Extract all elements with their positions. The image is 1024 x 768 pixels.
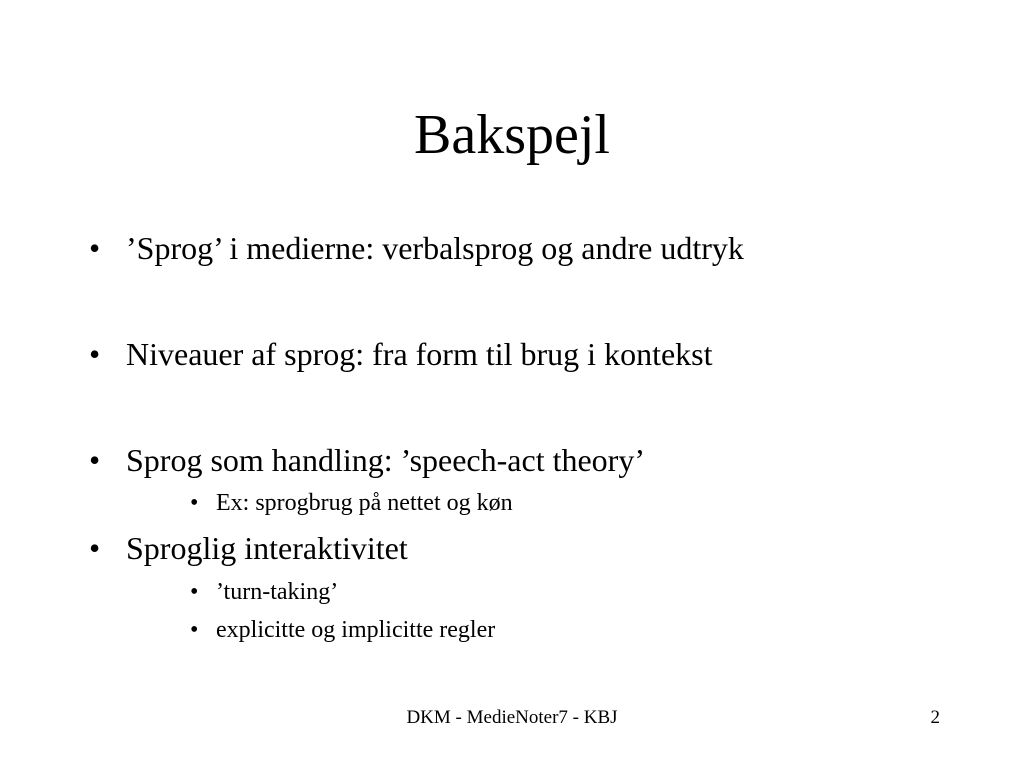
- sub-bullet-icon: •: [190, 617, 199, 643]
- bullet-text: ’Sprog’ i medierne: verbalsprog og andre udtryk: [126, 230, 744, 266]
- bullet-item: [89, 228, 744, 268]
- sub-bullet-icon: •: [190, 490, 199, 516]
- footer-text: DKM - MedieNoter7 - KBJ: [406, 707, 618, 728]
- bullet-item: [89, 440, 645, 480]
- bullet-text: Niveauer af sprog: fra form til brug i kontekst: [126, 336, 713, 372]
- sub-bullet-text: Ex: sprogbrug på nettet og køn: [216, 490, 513, 516]
- bullet-icon: •: [89, 442, 101, 478]
- bullet-item: [89, 334, 713, 374]
- sub-bullet-item: [190, 615, 495, 645]
- bullet-icon: •: [89, 336, 101, 372]
- bullet-text: Sprog som handling: ’speech-act theory’: [126, 442, 645, 478]
- bullet-icon: •: [89, 230, 101, 266]
- sub-bullet-icon: •: [190, 579, 199, 605]
- slide-title: Bakspejl: [414, 104, 610, 166]
- bullet-icon: •: [89, 530, 101, 566]
- sub-bullet-text: ’turn-taking’: [216, 579, 339, 605]
- sub-bullet-item: [190, 577, 338, 607]
- sub-bullet-text: explicitte og implicitte regler: [216, 617, 496, 643]
- bullet-text: Sproglig interaktivitet: [126, 530, 408, 566]
- bullet-item: [89, 528, 408, 568]
- page-number: 2: [930, 707, 940, 728]
- sub-bullet-item: [190, 488, 513, 518]
